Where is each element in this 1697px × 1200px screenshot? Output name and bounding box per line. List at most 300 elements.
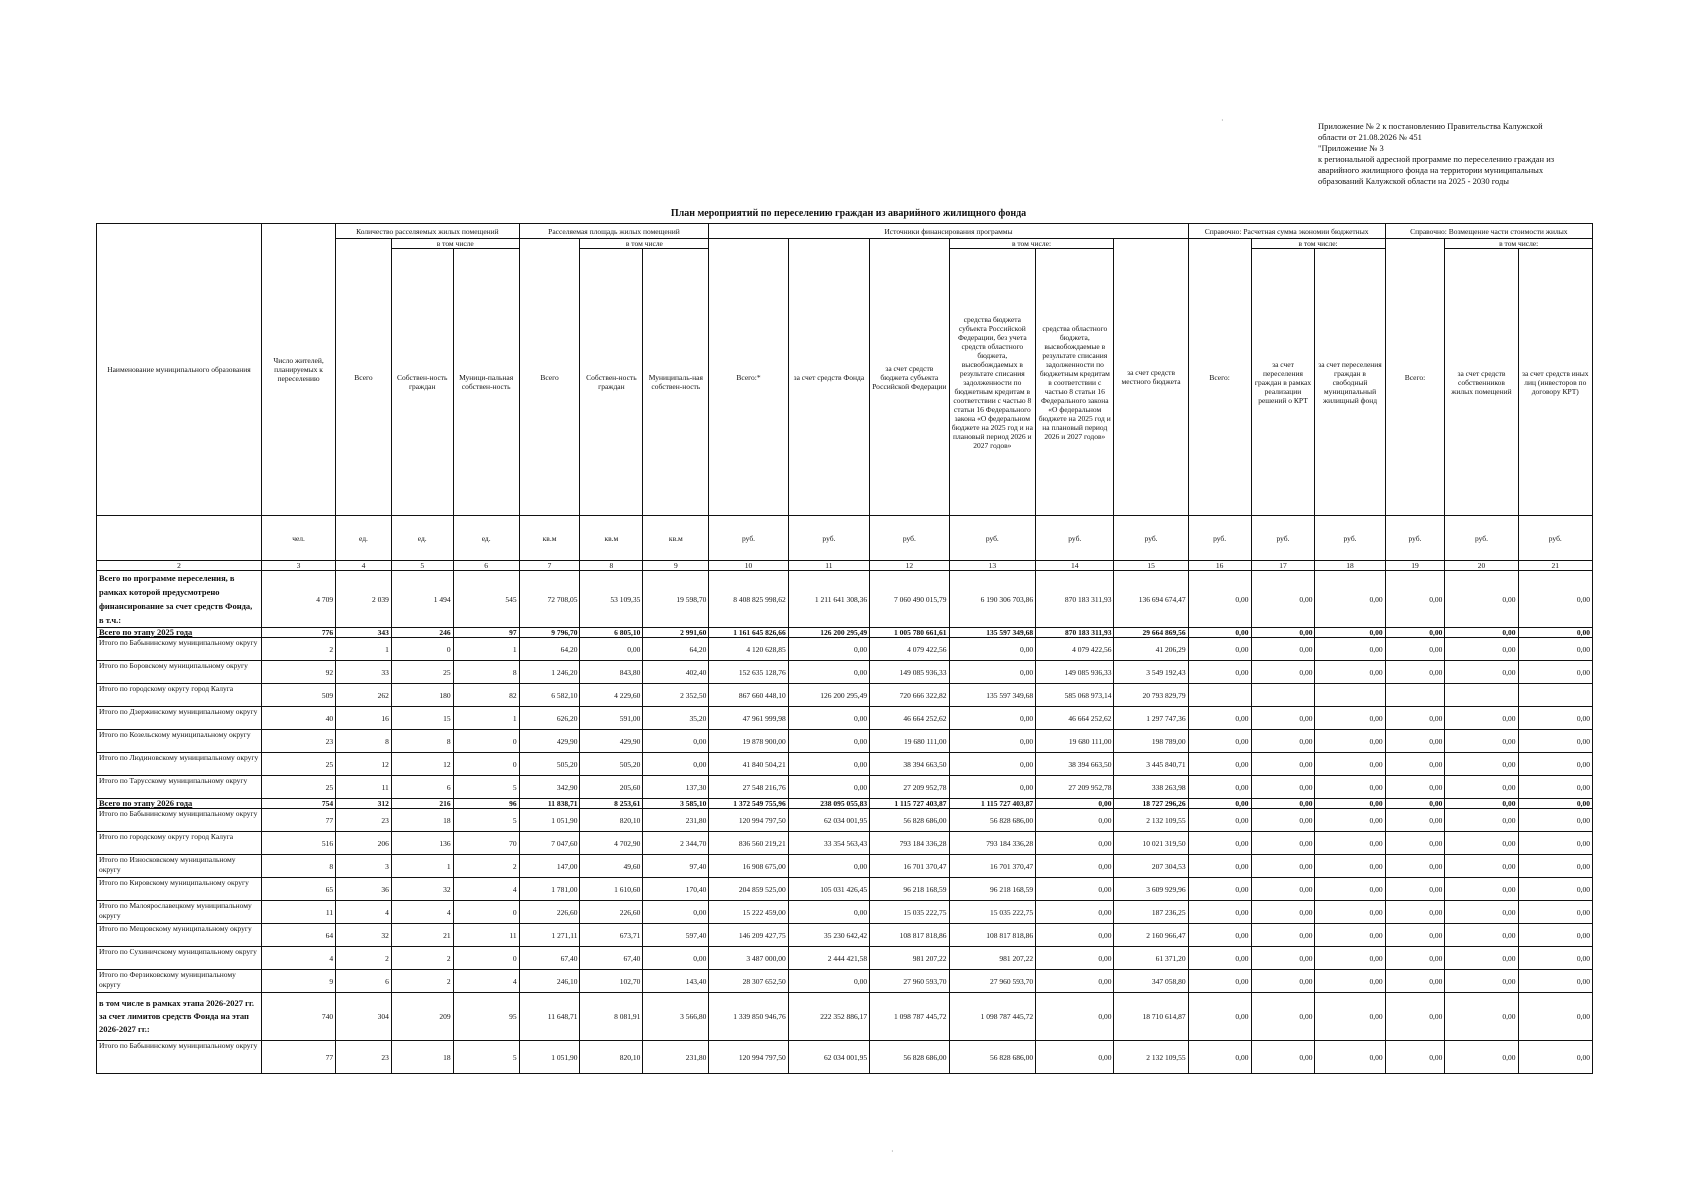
row-value: 120 994 797,50 bbox=[709, 809, 788, 832]
row-value: 0,00 bbox=[1315, 1041, 1385, 1074]
row-value: 9 796,70 bbox=[519, 628, 580, 638]
row-name: Итого по Боровскому муниципальному округу bbox=[97, 661, 262, 684]
row-value: 0,00 bbox=[1251, 924, 1315, 947]
row-value: 5 bbox=[453, 1041, 519, 1074]
row-value: 509 bbox=[261, 684, 335, 707]
row-value: 0,00 bbox=[1315, 661, 1385, 684]
row-value: 720 666 322,82 bbox=[870, 684, 949, 707]
row-value: 11 bbox=[336, 776, 392, 799]
row-value: 46 664 252,62 bbox=[870, 707, 949, 730]
row-name: Итого по Людиновскому муниципальному округу bbox=[97, 753, 262, 776]
table-row bbox=[97, 878, 1593, 901]
column-number: 13 bbox=[949, 561, 1036, 571]
row-value: 238 095 055,83 bbox=[788, 799, 869, 809]
header-others: за счет средств иных лиц (инвесторов по договору КРТ) bbox=[1518, 249, 1592, 516]
row-value: 67,40 bbox=[580, 947, 643, 970]
row-value: 41 840 504,21 bbox=[709, 753, 788, 776]
row-value: 0,00 bbox=[1251, 799, 1315, 809]
row-value: 147,00 bbox=[519, 855, 580, 878]
row-value: 0 bbox=[453, 947, 519, 970]
row-value: 15 035 222,75 bbox=[949, 901, 1036, 924]
row-value: 19 680 111,00 bbox=[1036, 730, 1114, 753]
row-value: 0,00 bbox=[949, 730, 1036, 753]
row-value: 2 bbox=[391, 970, 453, 993]
row-value: 870 183 311,93 bbox=[1036, 628, 1114, 638]
row-value: 96 218 168,59 bbox=[949, 878, 1036, 901]
row-value: 0,00 bbox=[1385, 1041, 1445, 1074]
row-value: 8 bbox=[336, 730, 392, 753]
row-value: 0,00 bbox=[1445, 878, 1518, 901]
row-value: 0,00 bbox=[1385, 878, 1445, 901]
row-value: 0,00 bbox=[1445, 661, 1518, 684]
row-name: Итого по Тарусскому муниципальному округу bbox=[97, 776, 262, 799]
row-value: 149 085 936,33 bbox=[870, 661, 949, 684]
row-value: 41 206,29 bbox=[1114, 638, 1188, 661]
row-value: 0,00 bbox=[1251, 855, 1315, 878]
row-value: 64 bbox=[261, 924, 335, 947]
row-value: 97 bbox=[453, 628, 519, 638]
row-name: Итого по Износковскому муниципальному округу bbox=[97, 855, 262, 878]
row-value: 0,00 bbox=[1251, 970, 1315, 993]
row-value: 0 bbox=[391, 638, 453, 661]
row-value: 7 060 490 015,79 bbox=[870, 571, 949, 628]
row-value: 545 bbox=[453, 571, 519, 628]
row-value: 0,00 bbox=[1188, 571, 1251, 628]
row-value: 0,00 bbox=[949, 707, 1036, 730]
row-value: 0,00 bbox=[1315, 799, 1385, 809]
row-value: 27 209 952,78 bbox=[1036, 776, 1114, 799]
row-value: 0,00 bbox=[788, 901, 869, 924]
table-row bbox=[97, 924, 1593, 947]
header-in-that-number: в том числе: bbox=[1445, 239, 1593, 249]
row-value: 3 549 192,43 bbox=[1114, 661, 1188, 684]
row-name: Всего по этапу 2025 года bbox=[97, 628, 262, 638]
row-value: 1 781,00 bbox=[519, 878, 580, 901]
row-value: 1 bbox=[336, 638, 392, 661]
row-value: 0,00 bbox=[1315, 707, 1385, 730]
row-value: 20 793 829,79 bbox=[1114, 684, 1188, 707]
row-value: 0,00 bbox=[1188, 901, 1251, 924]
row-value: 793 184 336,28 bbox=[870, 832, 949, 855]
row-value: 0,00 bbox=[1385, 571, 1445, 628]
row-value: 35,20 bbox=[643, 707, 709, 730]
row-value: 206 bbox=[336, 832, 392, 855]
row-name: Итого по Бабынинскому муниципальному округу bbox=[97, 1041, 262, 1074]
row-value bbox=[1385, 684, 1445, 707]
row-value: 0 bbox=[453, 901, 519, 924]
row-value: 0,00 bbox=[1518, 799, 1592, 809]
header-in-that-number: в том числе: bbox=[1251, 239, 1385, 249]
row-value: 21 bbox=[391, 924, 453, 947]
row-value: 8 408 825 998,62 bbox=[709, 571, 788, 628]
row-value: 0,00 bbox=[1036, 809, 1114, 832]
row-name: Итого по Бабынинскому муниципальному округу bbox=[97, 809, 262, 832]
row-value: 12 bbox=[336, 753, 392, 776]
row-value: 0,00 bbox=[1385, 924, 1445, 947]
header-in-that-number: в том числе bbox=[580, 239, 709, 249]
row-value: 1 005 780 661,61 bbox=[870, 628, 949, 638]
row-value: 4 229,60 bbox=[580, 684, 643, 707]
row-name: Итого по Малоярославецкому муниципальному округу bbox=[97, 901, 262, 924]
row-value: 0,00 bbox=[1251, 707, 1315, 730]
row-value: 0,00 bbox=[1188, 878, 1251, 901]
row-value: 96 bbox=[453, 799, 519, 809]
row-value: 0,00 bbox=[1445, 901, 1518, 924]
header-note-line: образований Калужской области на 2025 - 2030 годы bbox=[1318, 176, 1510, 186]
row-value: 62 034 001,95 bbox=[788, 809, 869, 832]
row-value: 126 200 295,49 bbox=[788, 628, 869, 638]
row-value: 246 bbox=[391, 628, 453, 638]
row-value: 312 bbox=[336, 799, 392, 809]
unit-cell: ед. bbox=[391, 516, 453, 561]
row-value: 0,00 bbox=[1385, 661, 1445, 684]
column-number: 9 bbox=[643, 561, 709, 571]
row-value: 105 031 426,45 bbox=[788, 878, 869, 901]
row-value: 0,00 bbox=[1518, 993, 1592, 1041]
row-value: 1 098 787 445,72 bbox=[870, 993, 949, 1041]
table-row bbox=[97, 776, 1593, 799]
unit-cell: руб. bbox=[709, 516, 788, 561]
row-value: 56 828 686,00 bbox=[870, 809, 949, 832]
row-value: 0,00 bbox=[1188, 855, 1251, 878]
row-value: 6 582,10 bbox=[519, 684, 580, 707]
row-value: 23 bbox=[336, 809, 392, 832]
row-value: 65 bbox=[261, 878, 335, 901]
row-value: 429,90 bbox=[580, 730, 643, 753]
column-number: 18 bbox=[1315, 561, 1385, 571]
unit-cell: чел. bbox=[261, 516, 335, 561]
row-value: 2 132 109,55 bbox=[1114, 809, 1188, 832]
scan-mark: · bbox=[891, 1147, 894, 1156]
row-value: 10 021 319,50 bbox=[1114, 832, 1188, 855]
unit-cell: кв.м bbox=[519, 516, 580, 561]
row-value bbox=[1188, 684, 1251, 707]
row-value: 0,00 bbox=[1188, 799, 1251, 809]
row-value: 0 bbox=[453, 730, 519, 753]
row-value: 1 494 bbox=[391, 571, 453, 628]
unit-cell: ед. bbox=[336, 516, 392, 561]
row-value: 0,00 bbox=[1251, 628, 1315, 638]
row-value: 836 560 219,21 bbox=[709, 832, 788, 855]
row-value: 6 805,10 bbox=[580, 628, 643, 638]
column-number: 8 bbox=[580, 561, 643, 571]
row-value: 0,00 bbox=[1315, 571, 1385, 628]
row-value: 70 bbox=[453, 832, 519, 855]
row-value: 77 bbox=[261, 809, 335, 832]
row-value: 0,00 bbox=[1188, 707, 1251, 730]
row-value: 0,00 bbox=[1251, 878, 1315, 901]
column-numbers-row bbox=[97, 561, 1593, 571]
header-municipal: Муниципаль-ная собствен-ность bbox=[643, 249, 709, 516]
row-value: 0,00 bbox=[1251, 753, 1315, 776]
row-value: 0,00 bbox=[1518, 901, 1592, 924]
table-row bbox=[97, 753, 1593, 776]
row-value: 40 bbox=[261, 707, 335, 730]
row-value: 3 487 000,00 bbox=[709, 947, 788, 970]
row-value: 0,00 bbox=[1036, 901, 1114, 924]
row-value: 0,00 bbox=[788, 707, 869, 730]
column-number: 17 bbox=[1251, 561, 1315, 571]
row-value: 0,00 bbox=[1445, 970, 1518, 993]
row-value: 1 bbox=[453, 707, 519, 730]
column-number: 16 bbox=[1188, 561, 1251, 571]
column-number: 5 bbox=[391, 561, 453, 571]
row-value: 2 bbox=[336, 947, 392, 970]
row-value: 0,00 bbox=[1385, 799, 1445, 809]
row-value: 0,00 bbox=[1251, 901, 1315, 924]
unit-cell bbox=[97, 516, 262, 561]
row-value: 516 bbox=[261, 832, 335, 855]
row-value: 0,00 bbox=[788, 776, 869, 799]
row-value: 149 085 936,33 bbox=[1036, 661, 1114, 684]
row-value: 0,00 bbox=[1036, 924, 1114, 947]
row-value: 53 109,35 bbox=[580, 571, 643, 628]
row-value: 8 bbox=[453, 661, 519, 684]
row-value: 108 817 818,86 bbox=[949, 924, 1036, 947]
row-value: 16 908 675,00 bbox=[709, 855, 788, 878]
row-value: 19 598,70 bbox=[643, 571, 709, 628]
header-local-budget: за счет средств местного бюджета bbox=[1114, 239, 1188, 516]
row-value: 11 648,71 bbox=[519, 993, 580, 1041]
row-value: 23 bbox=[261, 730, 335, 753]
row-value: 18 bbox=[391, 1041, 453, 1074]
row-value: 0,00 bbox=[1188, 730, 1251, 753]
row-value: 0,00 bbox=[1518, 809, 1592, 832]
row-value: 25 bbox=[261, 776, 335, 799]
header-owners: за счет средств собственников жилых помещений bbox=[1445, 249, 1518, 516]
row-value: 342,90 bbox=[519, 776, 580, 799]
row-value: 2 444 421,58 bbox=[788, 947, 869, 970]
row-value: 92 bbox=[261, 661, 335, 684]
row-value: 0,00 bbox=[643, 947, 709, 970]
row-value: 0,00 bbox=[1036, 878, 1114, 901]
row-value: 8 bbox=[391, 730, 453, 753]
unit-cell: руб. bbox=[788, 516, 869, 561]
row-value: 32 bbox=[336, 924, 392, 947]
row-value: 0,00 bbox=[1518, 924, 1592, 947]
row-value: 3 609 929,96 bbox=[1114, 878, 1188, 901]
row-value: 1 098 787 445,72 bbox=[949, 993, 1036, 1041]
row-value: 0,00 bbox=[1188, 638, 1251, 661]
row-value: 0,00 bbox=[949, 638, 1036, 661]
column-number: 4 bbox=[336, 561, 392, 571]
row-value: 0,00 bbox=[949, 661, 1036, 684]
row-value: 0,00 bbox=[1445, 809, 1518, 832]
header-area-group: Расселяемая площадь жилых помещений bbox=[519, 224, 709, 239]
row-value: 0,00 bbox=[1188, 776, 1251, 799]
row-value: 0,00 bbox=[1445, 832, 1518, 855]
row-value: 19 878 900,00 bbox=[709, 730, 788, 753]
row-value: 0,00 bbox=[1518, 707, 1592, 730]
row-value: 23 bbox=[336, 1041, 392, 1074]
table-row bbox=[97, 993, 1593, 1041]
row-value: 0,00 bbox=[580, 638, 643, 661]
row-value: 226,60 bbox=[519, 901, 580, 924]
header-own-citizens: Собствен-ность граждан bbox=[391, 249, 453, 516]
row-value: 137,30 bbox=[643, 776, 709, 799]
row-value: 38 394 663,50 bbox=[1036, 753, 1114, 776]
row-value: 2 344,70 bbox=[643, 832, 709, 855]
row-value: 776 bbox=[261, 628, 335, 638]
row-value: 597,40 bbox=[643, 924, 709, 947]
header-municipal: Муници-пальная собствен-ность bbox=[453, 249, 519, 516]
row-value: 0,00 bbox=[1188, 924, 1251, 947]
row-value: 0,00 bbox=[1445, 571, 1518, 628]
table-row bbox=[97, 947, 1593, 970]
unit-cell: руб. bbox=[870, 516, 949, 561]
row-value: 0,00 bbox=[1518, 638, 1592, 661]
row-value: 1 115 727 403,87 bbox=[870, 799, 949, 809]
row-value: 6 190 306 703,86 bbox=[949, 571, 1036, 628]
row-value: 0,00 bbox=[1315, 776, 1385, 799]
row-value: 1 051,90 bbox=[519, 809, 580, 832]
row-value: 4 120 628,85 bbox=[709, 638, 788, 661]
row-value: 0,00 bbox=[1385, 901, 1445, 924]
row-value: 4 702,90 bbox=[580, 832, 643, 855]
row-value: 0,00 bbox=[1188, 970, 1251, 993]
row-value: 429,90 bbox=[519, 730, 580, 753]
row-value: 216 bbox=[391, 799, 453, 809]
unit-cell: руб. bbox=[1445, 516, 1518, 561]
row-value: 0,00 bbox=[1036, 832, 1114, 855]
header-note-line: к региональной адресной программе по переселению граждан из bbox=[1318, 154, 1555, 164]
row-value: 1 bbox=[391, 855, 453, 878]
row-value: 1 115 727 403,87 bbox=[949, 799, 1036, 809]
row-value: 27 960 593,70 bbox=[870, 970, 949, 993]
row-value: 97,40 bbox=[643, 855, 709, 878]
scan-mark: · bbox=[1221, 116, 1224, 125]
row-value: 0,00 bbox=[1188, 628, 1251, 638]
table-row bbox=[97, 855, 1593, 878]
row-value: 0,00 bbox=[1315, 993, 1385, 1041]
row-value: 0,00 bbox=[1518, 628, 1592, 638]
row-value: 0,00 bbox=[643, 753, 709, 776]
row-value: 4 079 422,56 bbox=[870, 638, 949, 661]
row-value: 0,00 bbox=[1445, 1041, 1518, 1074]
column-number: 21 bbox=[1518, 561, 1592, 571]
row-value: 0,00 bbox=[1188, 993, 1251, 1041]
row-value bbox=[1251, 684, 1315, 707]
row-value: 1 297 747,36 bbox=[1114, 707, 1188, 730]
row-value: 205,60 bbox=[580, 776, 643, 799]
row-value: 0,00 bbox=[1518, 661, 1592, 684]
header-finance-group: Источники финансирования программы bbox=[709, 224, 1188, 239]
row-value: 1 211 641 308,36 bbox=[788, 571, 869, 628]
row-value: 0,00 bbox=[1385, 947, 1445, 970]
row-value: 1 bbox=[453, 638, 519, 661]
row-value: 0,00 bbox=[1445, 730, 1518, 753]
row-value: 2 bbox=[391, 947, 453, 970]
row-value: 347 058,80 bbox=[1114, 970, 1188, 993]
row-value: 6 bbox=[391, 776, 453, 799]
header-savings-total: Всего: bbox=[1188, 239, 1251, 516]
row-value: 0,00 bbox=[1315, 970, 1385, 993]
row-value: 0,00 bbox=[1036, 947, 1114, 970]
header-note-line: области от 21.08.2026 № 451 bbox=[1318, 132, 1422, 142]
row-value: 27 960 593,70 bbox=[949, 970, 1036, 993]
row-name: Итого по Кировскому муниципальному округу bbox=[97, 878, 262, 901]
header-note-line: аварийного жилищного фонда на территории муниципальных bbox=[1318, 165, 1544, 175]
row-value: 820,10 bbox=[580, 1041, 643, 1074]
unit-cell: ед. bbox=[453, 516, 519, 561]
row-value: 35 230 642,42 bbox=[788, 924, 869, 947]
row-value: 0,00 bbox=[1385, 638, 1445, 661]
table-row bbox=[97, 684, 1593, 707]
row-value: 0,00 bbox=[1251, 730, 1315, 753]
row-value: 0,00 bbox=[1315, 878, 1385, 901]
row-value: 0,00 bbox=[1036, 1041, 1114, 1074]
row-value: 2 bbox=[453, 855, 519, 878]
row-value: 0,00 bbox=[1385, 776, 1445, 799]
row-value: 0,00 bbox=[1315, 832, 1385, 855]
row-value: 0,00 bbox=[1251, 776, 1315, 799]
row-value: 0,00 bbox=[1315, 855, 1385, 878]
row-name: Итого по Мещовскому муниципальному округу bbox=[97, 924, 262, 947]
row-value: 3 bbox=[336, 855, 392, 878]
row-value: 9 bbox=[261, 970, 335, 993]
row-value: 0,00 bbox=[643, 730, 709, 753]
row-value: 170,40 bbox=[643, 878, 709, 901]
column-number: 2 bbox=[97, 561, 262, 571]
row-value: 0,00 bbox=[1315, 901, 1385, 924]
row-value: 0,00 bbox=[1315, 628, 1385, 638]
header-savings-free: за счет переселения граждан в свободный муниципальный жилищный фонд bbox=[1315, 249, 1385, 516]
row-name: в том числе в рамках этапа 2026-2027 гг. за счет лимитов средств Фонда на этап 2026-2027 гг.: bbox=[97, 993, 262, 1041]
document-title: План мероприятий по переселению граждан из аварийного жилищного фонда bbox=[670, 208, 1027, 219]
row-value: 6 bbox=[336, 970, 392, 993]
row-value: 0,00 bbox=[1518, 878, 1592, 901]
row-value: 15 035 222,75 bbox=[870, 901, 949, 924]
row-value: 11 bbox=[261, 901, 335, 924]
header-note-line: "Приложение № 3 bbox=[1318, 143, 1384, 153]
column-number: 3 bbox=[261, 561, 335, 571]
header-note bbox=[1318, 121, 1608, 187]
row-value: 505,20 bbox=[519, 753, 580, 776]
row-value: 0,00 bbox=[1518, 947, 1592, 970]
row-value: 33 bbox=[336, 661, 392, 684]
row-value: 0,00 bbox=[1188, 809, 1251, 832]
row-value bbox=[1518, 684, 1592, 707]
row-value: 4 bbox=[453, 878, 519, 901]
row-value: 0,00 bbox=[1315, 924, 1385, 947]
row-value: 2 bbox=[261, 638, 335, 661]
row-value: 2 132 109,55 bbox=[1114, 1041, 1188, 1074]
row-value: 4 079 422,56 bbox=[1036, 638, 1114, 661]
row-value: 0,00 bbox=[1445, 855, 1518, 878]
row-value: 0,00 bbox=[1518, 776, 1592, 799]
row-value: 0,00 bbox=[1036, 993, 1114, 1041]
row-value: 505,20 bbox=[580, 753, 643, 776]
row-value: 4 bbox=[453, 970, 519, 993]
row-value: 1 051,90 bbox=[519, 1041, 580, 1074]
column-number: 15 bbox=[1114, 561, 1188, 571]
row-value: 38 394 663,50 bbox=[870, 753, 949, 776]
row-value: 16 701 370,47 bbox=[870, 855, 949, 878]
table-row bbox=[97, 707, 1593, 730]
row-value: 843,80 bbox=[580, 661, 643, 684]
row-value: 0,00 bbox=[1315, 753, 1385, 776]
row-value: 56 828 686,00 bbox=[949, 1041, 1036, 1074]
row-value: 0,00 bbox=[1385, 730, 1445, 753]
row-value: 867 660 448,10 bbox=[709, 684, 788, 707]
row-value: 120 994 797,50 bbox=[709, 1041, 788, 1074]
unit-cell: руб. bbox=[1114, 516, 1188, 561]
row-value: 126 200 295,49 bbox=[788, 684, 869, 707]
row-value: 3 566,80 bbox=[643, 993, 709, 1041]
row-value: 0,00 bbox=[1188, 1041, 1251, 1074]
table-row bbox=[97, 799, 1593, 809]
row-value: 0,00 bbox=[1251, 661, 1315, 684]
